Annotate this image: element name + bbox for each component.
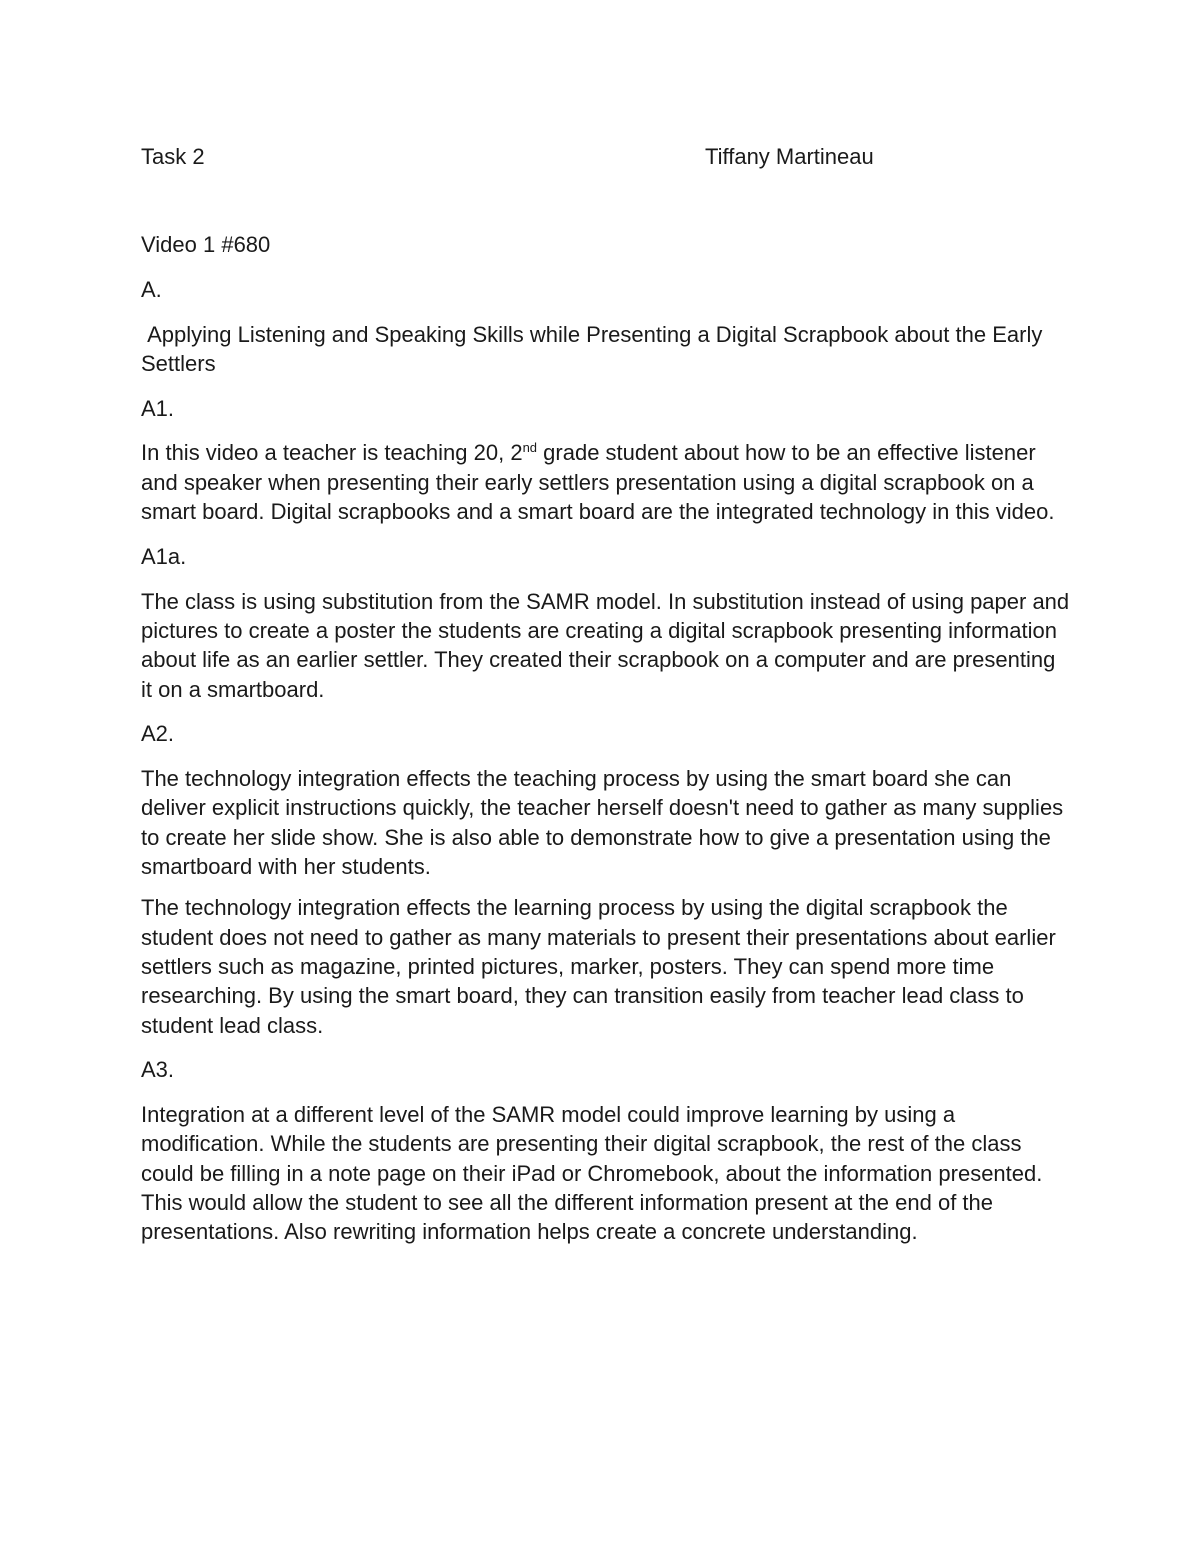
task-label: Task 2 xyxy=(141,144,205,169)
section-a1-text-after: grade student about how to be an effective listener and speaker when presenting their early settlers presentation using a digital scrapbook on a smart board. Digital scrapbooks and a smart board are the integrated technology in this video. xyxy=(141,440,1055,525)
section-a2-label: A2. xyxy=(141,721,175,747)
author-name: Tiffany Martineau xyxy=(705,144,874,169)
section-a-title: Applying Listening and Speaking Skills while Presenting a Digital Scrapbook about the Early Settlers xyxy=(141,321,1049,376)
ordinal-superscript: nd xyxy=(522,440,538,456)
section-a1a-label: A1a. xyxy=(141,543,187,569)
section-a-label: A. xyxy=(141,276,162,302)
section-a1-label: A1. xyxy=(141,395,175,421)
video-title: Video 1 #680 xyxy=(141,232,271,257)
section-a1-text-before: In this video a teacher is teaching 20, 2 xyxy=(141,440,523,466)
section-a1a-paragraph: The class is using substitution from the SAMR model. In substitution instead of using paper and pictures to create a poster the students are creating a digital scrapbook presenting information about life as an earlier settler. They created their scrapbook on a computer and are presenting it on a smartboard. xyxy=(141,588,1070,702)
section-a2-paragraph-1: The technology integration effects the teaching process by using the smart board she can deliver explicit instructions quickly, the teacher herself doesn't need to gather as many supplies to create her slide show. She is also able to demonstrate how to give a presentation using the smartboard with her students. xyxy=(141,766,1064,880)
section-a3-label: A3. xyxy=(141,1057,175,1083)
document-body xyxy=(141,230,1071,1262)
section-a3-paragraph: Integration at a different level of the SAMR model could improve learning by using a modification. While the students are presenting their digital scrapbook, the rest of the class could be filling in a note page on their iPad or Chromebook, about the information presented. This would allow the student to see all the different information present at the end of the presentations. Also rewriting information helps create a concrete understanding. xyxy=(141,1102,1043,1245)
section-a2-paragraph-2: The technology integration effects the learning process by using the digital scrapbook the student does not need to gather as many materials to present their presentations about earlier settlers such as magazine, printed pictures, marker, posters. They can spend more time researching. By using the smart board, they can transition easily from teacher lead class to student lead class. xyxy=(141,895,1056,1038)
document-header xyxy=(141,142,1061,172)
section-a1-paragraph xyxy=(141,438,1071,526)
